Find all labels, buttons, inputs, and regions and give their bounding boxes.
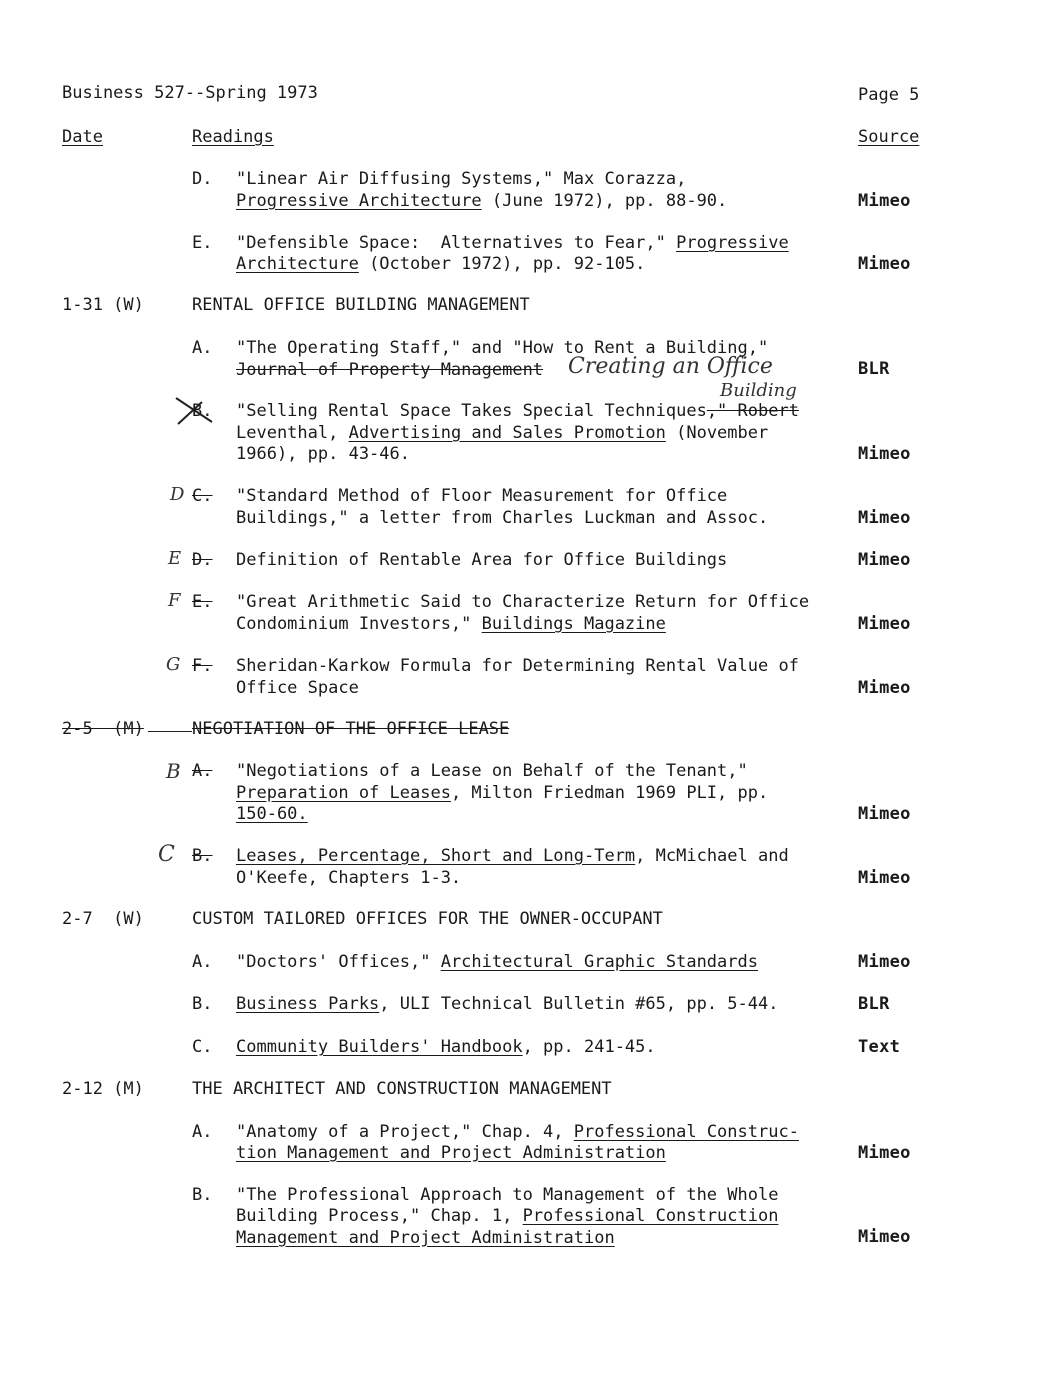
reading-text: Definition of Rentable Area for Office Buildings	[236, 550, 728, 570]
source-label: Mimeo	[858, 678, 911, 698]
reading-text: Sheridan-Karkow Formula for Determining Rental Value of	[236, 656, 799, 676]
publication-title: Leases, Percentage, Short and Long-Term	[236, 846, 636, 866]
handwritten-letter: G	[166, 654, 181, 675]
source-label: Mimeo	[858, 1143, 911, 1163]
reading-text	[236, 951, 758, 973]
source-label: Mimeo	[858, 952, 911, 972]
reading-text: O'Keefe, Chapters 1-3.	[236, 868, 462, 888]
item-letter: D.	[192, 169, 213, 189]
reading-text	[236, 1205, 778, 1227]
article-title: "Anatomy of a Project," Chap. 4,	[236, 1122, 574, 1142]
author: Leventhal,	[236, 423, 349, 443]
handwritten-letter: C	[158, 842, 175, 867]
reading-text	[236, 1121, 799, 1143]
source-label: Text	[858, 1037, 901, 1057]
item-letter: F.	[192, 656, 213, 676]
item-letter: B.	[192, 1185, 213, 1205]
reading-text: Office Space	[236, 678, 359, 698]
reading-text: Management and Project Administration	[236, 1228, 615, 1248]
item-letter: D.	[192, 550, 213, 570]
page-number: Page 5	[858, 85, 920, 105]
item-letter: B.	[192, 994, 213, 1014]
reading-text: "Standard Method of Floor Measurement for Office	[236, 486, 728, 506]
struck-author: ," Robert	[706, 401, 799, 421]
item-letter: A.	[192, 1122, 213, 1142]
reading-text: "Great Arithmetic Said to Characterize Return for Office	[236, 592, 810, 612]
source-label: Mimeo	[858, 254, 911, 274]
source-label: Mimeo	[858, 508, 911, 528]
reading-text	[236, 190, 727, 212]
session-date: 2-7 (W)	[62, 909, 144, 929]
item-letter: B.	[192, 401, 213, 421]
column-header-readings: Readings	[192, 127, 274, 147]
source-label: BLR	[858, 359, 890, 379]
publication-title: Buildings Magazine	[481, 614, 666, 634]
source-label: Mimeo	[858, 614, 911, 634]
reading-text	[236, 253, 645, 275]
citation-detail: , Milton Friedman 1969 PLI, pp.	[450, 783, 769, 803]
item-letter: E.	[192, 592, 213, 612]
citation-detail: (November	[665, 423, 769, 443]
reading-text	[236, 232, 789, 254]
session-date: 1-31 (W)	[62, 295, 144, 315]
source-label: Mimeo	[858, 550, 911, 570]
course-title: Business 527--Spring 1973	[62, 83, 318, 103]
reading-text: "The Professional Approach to Management of the Whole	[236, 1185, 779, 1205]
article-title: Condominium Investors,"	[236, 614, 482, 634]
handwritten-letter: B	[166, 759, 181, 783]
handwritten-letter: D	[170, 484, 185, 505]
reading-text: 150-60.	[236, 804, 308, 824]
reading-text	[236, 993, 778, 1015]
publication-title: Professional Construction	[522, 1206, 779, 1226]
session-date: 2-5 (M)	[62, 719, 144, 739]
publication-title: Professional Construc-	[573, 1122, 799, 1142]
reading-text	[236, 400, 799, 422]
publication-title: Advertising and Sales Promotion	[348, 423, 666, 443]
session-title: CUSTOM TAILORED OFFICES FOR THE OWNER-OCCUPANT	[192, 909, 663, 929]
strike-line	[148, 731, 192, 732]
item-letter: A.	[192, 338, 213, 358]
reading-text	[236, 613, 666, 635]
session-title: THE ARCHITECT AND CONSTRUCTION MANAGEMENT	[192, 1079, 612, 1099]
source-label: Mimeo	[858, 804, 911, 824]
citation-detail: (October 1972), pp. 92-105.	[358, 254, 646, 274]
publication-title: Preparation of Leases	[236, 783, 451, 803]
publication-title: Architectural Graphic Standards	[440, 952, 758, 972]
article-title: "Selling Rental Space Takes Special Techniques	[236, 401, 707, 421]
source-label: Mimeo	[858, 444, 911, 464]
reading-text: 1966), pp. 43-46.	[236, 444, 410, 464]
source-label: Mimeo	[858, 191, 911, 211]
article-title: Building Process," Chap. 1,	[236, 1206, 523, 1226]
citation-detail: , ULI Technical Bulletin #65, pp. 5-44.	[379, 994, 779, 1014]
handwritten-letter: E	[168, 548, 182, 569]
citation-detail: , pp. 241-45.	[522, 1037, 656, 1057]
source-label: Mimeo	[858, 868, 911, 888]
reading-text: Buildings," a letter from Charles Luckman and Assoc.	[236, 508, 769, 528]
publication-title: Business Parks	[236, 994, 380, 1014]
column-header-source: Source	[858, 127, 920, 147]
handwritten-letter: F	[168, 590, 181, 611]
session-date: 2-12 (M)	[62, 1079, 144, 1099]
publication-title: Progressive	[676, 233, 789, 253]
publication-title: Architecture	[236, 254, 359, 274]
reading-text	[236, 422, 768, 444]
reading-text	[236, 845, 789, 867]
reading-text: "The Operating Staff," and "How to Rent a Building,"	[236, 338, 769, 358]
reading-text: "Negotiations of a Lease on Behalf of the Tenant,"	[236, 761, 748, 781]
publication-title: Community Builders' Handbook	[236, 1037, 523, 1057]
article-title: "Defensible Space: Alternatives to Fear,"	[236, 233, 666, 253]
citation-detail: , McMichael and	[635, 846, 789, 866]
reading-text	[236, 782, 768, 804]
session-title: NEGOTIATION OF THE OFFICE LEASE	[192, 719, 510, 739]
reading-text: tion Management and Project Administration	[236, 1143, 666, 1163]
item-letter: C.	[192, 1037, 213, 1057]
handwritten-note: Building	[720, 380, 797, 401]
source-label: Mimeo	[858, 1227, 911, 1247]
item-letter: A.	[192, 761, 213, 781]
citation-detail: (June 1972), pp. 88-90.	[481, 191, 728, 211]
publication-title: Progressive Architecture	[236, 191, 482, 211]
item-letter: A.	[192, 952, 213, 972]
item-letter: E.	[192, 233, 213, 253]
item-letter: C.	[192, 486, 213, 506]
reading-text: "Linear Air Diffusing Systems," Max Corazza,	[236, 169, 687, 189]
struck-publication: Journal of Property Management	[236, 360, 544, 380]
reading-text	[236, 1036, 656, 1058]
item-letter: B.	[192, 846, 213, 866]
column-header-date: Date	[62, 127, 103, 147]
article-title: "Doctors' Offices,"	[236, 952, 441, 972]
handwritten-note: Creating an Office	[568, 354, 773, 379]
session-title: RENTAL OFFICE BUILDING MANAGEMENT	[192, 295, 530, 315]
source-label: BLR	[858, 994, 890, 1014]
